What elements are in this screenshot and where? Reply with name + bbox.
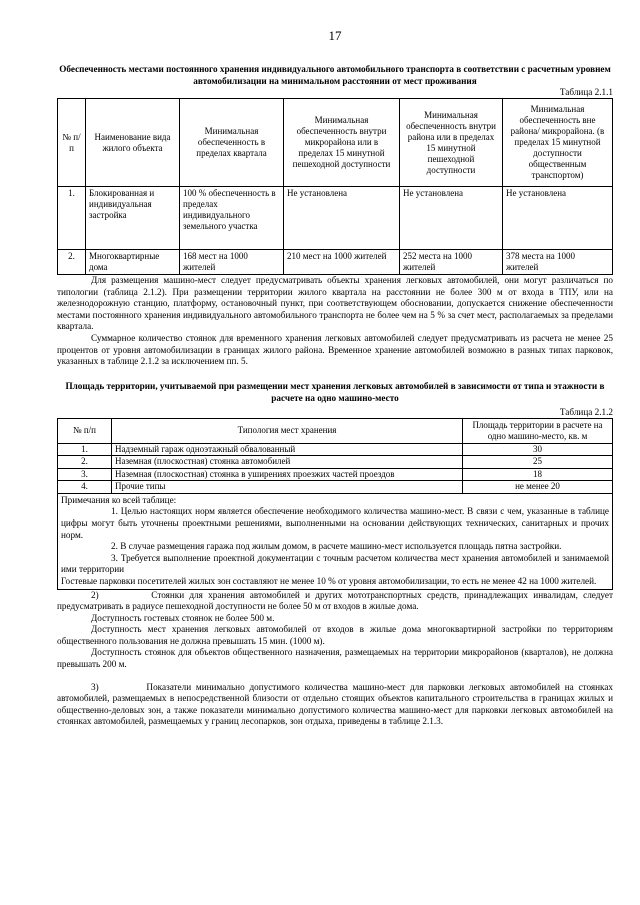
table-row [58, 250, 613, 275]
table-cell: 25 [463, 456, 613, 469]
table-cell: Не установлена [503, 187, 613, 250]
table1-header: Наименование вида жилого объекта [86, 99, 180, 187]
notes-title: Примечания ко всей таблице: [61, 494, 177, 505]
table1-header: № п/п [58, 99, 86, 187]
table-cell: 1. [58, 187, 86, 250]
table1-header: Минимальная обеспеченность внутри микрорайона или в пределах 15 минутной пешеходной доступности [284, 99, 400, 187]
table2-label: Таблица 2.1.2 [559, 406, 613, 417]
table-cell: Наземная (плоскостная) стоянка автомобилей [112, 456, 463, 469]
paragraph: Доступность стоянок для объектов общественного назначения, размещаемых на территории микрорайонов (кварталов), не должна превышать 200 м. [57, 647, 613, 670]
table-cell: 2. [58, 250, 86, 275]
paragraph: Доступность гостевых стоянок не более 500 м. [91, 612, 275, 623]
table-cell: 3. [58, 468, 112, 481]
note-item: 2. В случае размещения гаража под жилым домом, в расчете машино-мест используется площадь пятна застройки. [111, 541, 562, 552]
table-cell: 2. [58, 456, 112, 469]
table-parking-provision [57, 98, 613, 275]
table2-notes [57, 494, 613, 590]
table2-header-row [58, 418, 613, 443]
note-item: 3. Требуется выполнение проектной документации с точным расчетом количества мест хранения автомобилей и занимаемой ими территории [61, 552, 609, 575]
paragraph: Для размещения машино-мест следует предусматривать объекты хранения легковых автомобилей, они могут различаться по типологии (таблица 2.1.2). При размещении территории жилого квартала на расстоянии не более 300 м от входа в ТПУ, или на железнодорожную станцию, платформу, остановочный пункт, при соответствующем обосновании, допускается снижение обеспеченности местами постоянного хранения индивидуального автомобильного транспорта не более чем на 5 % за счет мест, располагаемых за пределами квартала. [57, 275, 613, 332]
table-row [58, 468, 613, 481]
table-cell: Не установлена [400, 187, 503, 250]
table-cell: 100 % обеспеченность в пределах индивидуального земельного участка [180, 187, 284, 250]
table-cell: 252 места на 1000 жителей [400, 250, 503, 275]
table-cell: Прочие типы [112, 481, 463, 494]
table1-title: Обеспеченность местами постоянного хранения индивидуального автомобильного транспорта в соответствии с расчетным уровнем автомобилизации на минимальном расстоянии от мест проживания [59, 64, 611, 86]
table1-header-row [58, 99, 613, 187]
table-cell: 1. [58, 443, 112, 456]
table-cell: не менее 20 [463, 481, 613, 494]
table-cell: Многоквартирные дома [86, 250, 180, 275]
table-cell: Блокированная и индивидуальная застройка [86, 187, 180, 250]
table2-header: № п/п [58, 418, 112, 443]
table1-header: Минимальная обеспеченность вне района/ микрорайона. (в пределах 15 минутной доступности общественным транспортом) [503, 99, 613, 187]
table-row [58, 456, 613, 469]
note-item: 1. Целью настоящих норм является обеспечение необходимого количества машино-мест. В связи с чем, указанные в таблице цифры могут быть уточнены проектными решениями, выполненными на основании действующих технических, санитарных и прочих норм. [61, 506, 609, 540]
table-cell: 4. [58, 481, 112, 494]
table-cell: Наземная (плоскостная) стоянка в уширениях проезжих частей проездов [112, 468, 463, 481]
note-guest-parking: Гостевые парковки посетителей жилых зон составляют не менее 10 % от уровня автомобилизации, то есть не менее 42 на 1000 жителей. [61, 575, 597, 586]
paragraph: 3) Показатели минимально допустимого количества машино-мест для парковки легковых автомобилей на стоянках автомобилей, размещаемых в непосредственной близости от отдельно стоящих объектов капитального строительства в границах жилых и общественно-деловых зон, а также показатели минимально допустимого количества машино-мест для парковки легковых автомобилей на стоянках автомобилей, размещаемых у границ лесопарков, зон отдыха, приведены в таблице 2.1.3. [57, 681, 616, 727]
table-row [58, 481, 613, 494]
table-cell: 168 мест на 1000 жителей [180, 250, 284, 275]
table-cell: 30 [463, 443, 613, 456]
paragraph: Суммарное количество стоянок для временного хранения легковых автомобилей следует предусматривать из расчета не менее 25 процентов от уровня автомобилизации в границах жилого района. Временное хранение автомобилей возможно в разных типах парковок, указанных в таблице 2.1.2 за исключением пп. 5. [57, 332, 613, 367]
page-number: 17 [328, 28, 342, 43]
table-cell: 210 мест на 1000 жителей [284, 250, 400, 275]
table-cell: 18 [463, 468, 613, 481]
table1-label: Таблица 2.1.1 [559, 87, 613, 97]
table-cell: Не установлена [284, 187, 400, 250]
paragraph: 2) Стоянки для хранения автомобилей и других мототранспортных средств, принадлежащих инвалидам, следует предусматривать в радиусе пешеходной доступности не более 50 м от входов в жилые дома. [57, 589, 616, 612]
table-cell: Надземный гараж одноэтажный обвалованный [112, 443, 463, 456]
table1-header: Минимальная обеспеченность в пределах квартала [180, 99, 284, 187]
table1-header: Минимальная обеспеченность внутри района или в пределах 15 минутной пешеходной доступности [400, 99, 503, 187]
table2-header: Площадь территории в расчете на одно машино-место, кв. м [463, 418, 613, 443]
table-row [58, 187, 613, 250]
table-cell: 378 места на 1000 жителей [503, 250, 613, 275]
table-row [58, 443, 613, 456]
table2-header: Типология мест хранения [112, 418, 463, 443]
table2-title: Площадь территории, учитываемой при размещении мест хранения легковых автомобилей в зависимости от типа и этажности в расчете на одно машино-место [65, 380, 605, 403]
paragraph: Доступность мест хранения легковых автомобилей от входов в жилые дома многоквартирной застройки по территориям общественного пользования не должна превышать 15 мин. (1000 м). [57, 624, 613, 646]
table-parking-area [57, 418, 613, 494]
